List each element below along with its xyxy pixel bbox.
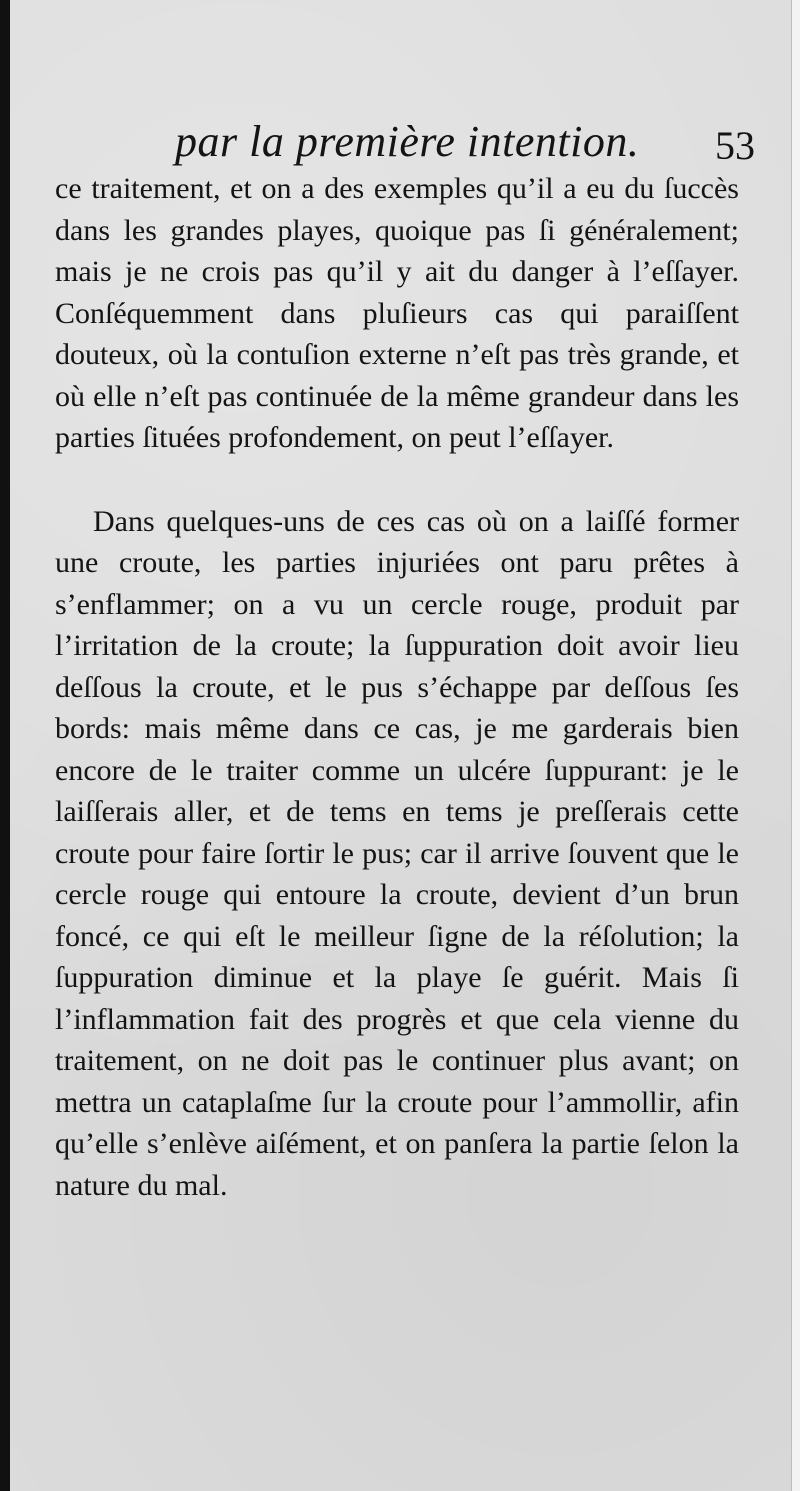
page-number: 53 xyxy=(715,123,755,168)
scan-right-border xyxy=(791,0,800,1491)
body-text xyxy=(55,168,739,1206)
paragraph-1: ce traitement, et on a des exemples qu’il a eu du ſuccès dans les grandes playes, quoique pas ſi généralement; mais je ne crois pas qu’il y ait du danger à l’eſſayer. Conſéquemment dans pluſieurs cas qui paraiſſent douteux, où la contuſion externe n’eſt pas très grande, et où elle n’eſt pas continuée de la même grandeur dans les parties ſituées profondement, on peut l’eſſayer. xyxy=(55,172,739,454)
scan-left-border xyxy=(0,0,10,1491)
paragraph-2: Dans quelques-uns de ces cas où on a laiſſé former une croute, les parties injuriées ont paru prêtes à s’enflammer; on a vu un cercle rouge, produit par l’irritation de la croute; la ſuppuration doit avoir lieu deſſous la croute, et le pus s’échappe par deſſous ſes bords: mais même dans ce cas, je me garderais bien encore de le traiter comme un ulcére ſuppurant: je le laiſſerais aller, et de tems en tems je preſſerais cette croute pour faire ſortir le pus; car il arrive ſouvent que le cercle rouge qui entoure la croute, devient d’un brun foncé, ce qui eſt le meilleur ſigne de la réſolution; la ſuppuration diminue et la playe ſe guérit. Mais ſi l’inflammation fait des progrès et que cela vienne du traitement, on ne doit pas le continuer plus avant; on mettra un cataplaſme ſur la croute pour l’ammollir, afin qu’elle s’enlève aiſément, et on panſera la partie ſelon la nature du mal. xyxy=(55,504,739,1202)
running-title: par la première intention. xyxy=(175,117,640,166)
